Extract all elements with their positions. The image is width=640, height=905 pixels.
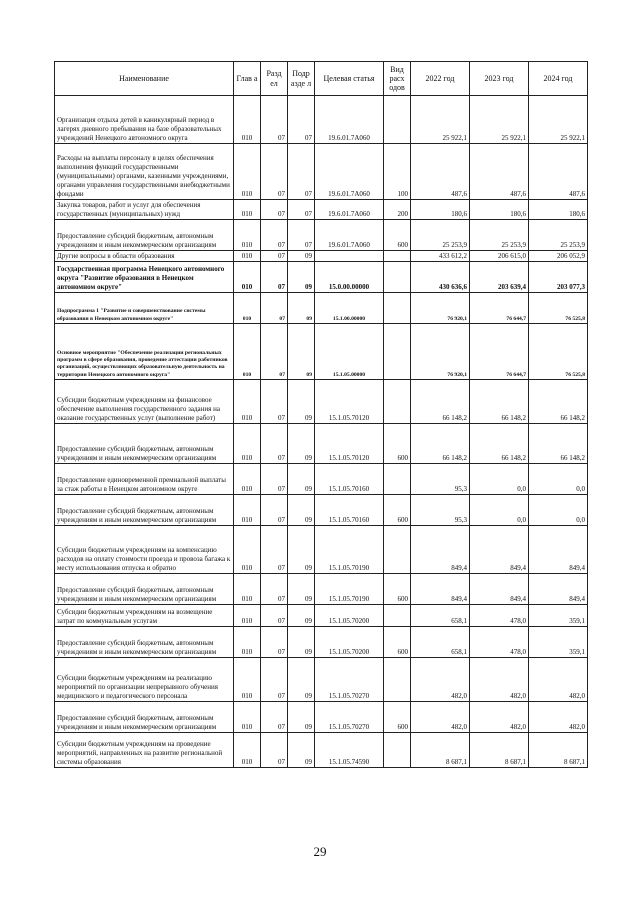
table-row: [55, 574, 588, 605]
row-glava: 010: [234, 380, 261, 424]
row-2023-value: 482,0: [470, 702, 529, 733]
row-target: 15.1.05.70190: [315, 526, 384, 574]
table-row: [55, 424, 588, 464]
table-row: [55, 293, 588, 324]
row-podrazdel: 09: [288, 324, 315, 380]
row-2022-value: 430 636,6: [411, 262, 470, 293]
table-row: [55, 144, 588, 200]
row-2024-value: 25 253,9: [529, 220, 588, 251]
row-vid: [384, 251, 411, 262]
row-name: Субсидии бюджетным учреждениям на компенсацию расходов на оплату стоимости проезда и провоза багажа к месту использования отпуска и обратно: [55, 526, 234, 574]
row-vid: [384, 324, 411, 380]
table-row: [55, 733, 588, 768]
row-2024-value: 359,1: [529, 605, 588, 627]
row-razdel: 07: [261, 702, 288, 733]
col-vid-header: Вид расх одов: [384, 62, 411, 96]
row-name: Субсидии бюджетным учреждениям на финансовое обеспечение выполнения государственного задания на оказание государственных услуг (выполнение работ): [55, 380, 234, 424]
row-glava: 010: [234, 658, 261, 702]
row-podrazdel: 09: [288, 658, 315, 702]
row-vid: [384, 293, 411, 324]
row-2022-value: 76 920,1: [411, 293, 470, 324]
row-podrazdel: 09: [288, 733, 315, 768]
row-name: Субсидии бюджетным учреждениям на реализацию мероприятий по организации непрерывного обучения медицинского и педагогического персонала: [55, 658, 234, 702]
row-glava: 010: [234, 702, 261, 733]
table-row: [55, 96, 588, 144]
col-2023-header: 2023 год: [470, 62, 529, 96]
row-glava: 010: [234, 733, 261, 768]
row-name: Предоставление субсидий бюджетным, автономным учреждениям и иным некоммерческим организациям: [55, 220, 234, 251]
row-target: 19.6.01.7А060: [315, 200, 384, 220]
row-glava: 010: [234, 96, 261, 144]
row-name: Предоставление субсидий бюджетным, автономным учреждениям и иным некоммерческим организациям: [55, 424, 234, 464]
row-2023-value: 203 639,4: [470, 262, 529, 293]
col-target-header: Целевая статья: [315, 62, 384, 96]
row-glava: 010: [234, 574, 261, 605]
row-razdel: 07: [261, 658, 288, 702]
row-name: Предоставление субсидий бюджетным, автономным учреждениям и иным некоммерческим организациям: [55, 574, 234, 605]
row-target: 15.1.05.70160: [315, 464, 384, 495]
row-target: 15.1.05.70270: [315, 658, 384, 702]
row-glava: 010: [234, 495, 261, 526]
row-target: 19.6.01.7А060: [315, 144, 384, 200]
table-row: [55, 526, 588, 574]
row-name: Государственная программа Ненецкого автономного округа "Развитие образования в Ненецком автономном округе": [55, 262, 234, 293]
row-glava: 010: [234, 605, 261, 627]
row-name: Другие вопросы в области образования: [55, 251, 234, 262]
row-podrazdel: 07: [288, 144, 315, 200]
row-glava: 010: [234, 324, 261, 380]
row-2023-value: 25 253,9: [470, 220, 529, 251]
row-target: 15.1.05.70190: [315, 574, 384, 605]
table-body: [55, 96, 588, 768]
row-2024-value: 76 525,8: [529, 324, 588, 380]
row-glava: 010: [234, 220, 261, 251]
row-podrazdel: 09: [288, 574, 315, 605]
row-2022-value: 482,0: [411, 658, 470, 702]
row-vid: [384, 262, 411, 293]
row-2024-value: 66 148,2: [529, 424, 588, 464]
row-podrazdel: 09: [288, 424, 315, 464]
table-row: [55, 262, 588, 293]
row-2024-value: 482,0: [529, 702, 588, 733]
row-podrazdel: 07: [288, 96, 315, 144]
row-2023-value: 206 615,0: [470, 251, 529, 262]
row-name: Подпрограмма 1 "Развитие и совершенствование системы образования в Ненецком автономном округе": [55, 293, 234, 324]
row-target: 15.1.05.70120: [315, 424, 384, 464]
row-vid: [384, 658, 411, 702]
row-target: 15.1.05.70120: [315, 380, 384, 424]
row-name: Закупка товаров, работ и услуг для обеспечения государственных (муниципальных) нужд: [55, 200, 234, 220]
row-target: 15.1.05.70270: [315, 702, 384, 733]
row-2022-value: 95,3: [411, 495, 470, 526]
row-podrazdel: 09: [288, 526, 315, 574]
row-name: Субсидии бюджетным учреждениям на возмещение затрат по коммунальным услугам: [55, 605, 234, 627]
header-row: [55, 62, 588, 96]
row-name: Предоставление единовременной премиальной выплаты за стаж работы в Ненецком автономном округе: [55, 464, 234, 495]
row-vid: [384, 380, 411, 424]
row-target: [315, 251, 384, 262]
row-vid: 100: [384, 144, 411, 200]
row-2023-value: 478,0: [470, 627, 529, 658]
row-podrazdel: 09: [288, 464, 315, 495]
row-2022-value: 849,4: [411, 574, 470, 605]
row-2023-value: 849,4: [470, 574, 529, 605]
row-podrazdel: 09: [288, 380, 315, 424]
row-2022-value: 658,1: [411, 605, 470, 627]
table-row: [55, 380, 588, 424]
table-row: [55, 324, 588, 380]
row-razdel: 07: [261, 464, 288, 495]
row-glava: 010: [234, 464, 261, 495]
row-2024-value: 849,4: [529, 574, 588, 605]
table-row: [55, 495, 588, 526]
row-name: Расходы на выплаты персоналу в целях обеспечения выполнения функций государственными (муниципальными) органами, казенными учреждениями, органами управления государственными внебюджетными фондами: [55, 144, 234, 200]
row-2022-value: 482,0: [411, 702, 470, 733]
row-razdel: 07: [261, 324, 288, 380]
row-vid: [384, 526, 411, 574]
row-2023-value: 25 922,1: [470, 96, 529, 144]
row-target: 15.1.00.00000: [315, 293, 384, 324]
row-2023-value: 66 148,2: [470, 424, 529, 464]
row-podrazdel: 07: [288, 200, 315, 220]
row-razdel: 07: [261, 293, 288, 324]
row-2022-value: 180,6: [411, 200, 470, 220]
row-2024-value: 482,0: [529, 658, 588, 702]
row-vid: [384, 733, 411, 768]
row-razdel: 07: [261, 424, 288, 464]
row-razdel: 07: [261, 380, 288, 424]
row-2022-value: 66 148,2: [411, 424, 470, 464]
row-vid: 600: [384, 424, 411, 464]
row-razdel: 07: [261, 733, 288, 768]
row-podrazdel: 09: [288, 702, 315, 733]
row-2023-value: 180,6: [470, 200, 529, 220]
row-razdel: 07: [261, 495, 288, 526]
row-2022-value: 25 253,9: [411, 220, 470, 251]
row-2022-value: 95,3: [411, 464, 470, 495]
row-glava: 010: [234, 627, 261, 658]
row-vid: 600: [384, 702, 411, 733]
row-target: 15.1.05.74590: [315, 733, 384, 768]
col-2022-header: 2022 год: [411, 62, 470, 96]
row-2023-value: 482,0: [470, 658, 529, 702]
row-vid: [384, 605, 411, 627]
row-razdel: 07: [261, 605, 288, 627]
row-name: Субсидии бюджетным учреждениям на проведение мероприятий, направленных на развитие региональной системы образования: [55, 733, 234, 768]
row-vid: 600: [384, 574, 411, 605]
row-2022-value: 8 687,1: [411, 733, 470, 768]
row-2024-value: 25 922,1: [529, 96, 588, 144]
table-row: [55, 464, 588, 495]
row-razdel: 07: [261, 144, 288, 200]
row-2024-value: 206 052,9: [529, 251, 588, 262]
row-2024-value: 8 687,1: [529, 733, 588, 768]
page-number: 29: [313, 844, 327, 859]
row-2022-value: 433 612,2: [411, 251, 470, 262]
row-2023-value: 66 148,2: [470, 380, 529, 424]
row-target: 19.6.01.7А060: [315, 96, 384, 144]
row-podrazdel: 09: [288, 627, 315, 658]
row-vid: 600: [384, 627, 411, 658]
budget-table: [54, 61, 588, 768]
row-2024-value: 0,0: [529, 464, 588, 495]
row-2022-value: 76 920,1: [411, 324, 470, 380]
row-glava: 010: [234, 144, 261, 200]
row-2024-value: 180,6: [529, 200, 588, 220]
col-glava-header: Глав а: [234, 62, 261, 96]
row-2023-value: 478,0: [470, 605, 529, 627]
col-name-header: Наименование: [55, 62, 234, 96]
row-razdel: 07: [261, 526, 288, 574]
table-row: [55, 605, 588, 627]
row-2022-value: 658,1: [411, 627, 470, 658]
row-podrazdel: 09: [288, 262, 315, 293]
row-vid: [384, 96, 411, 144]
row-2023-value: 849,4: [470, 526, 529, 574]
row-target: 15.1.05.70160: [315, 495, 384, 526]
col-2024-header: 2024 год: [529, 62, 588, 96]
row-2024-value: 76 525,8: [529, 293, 588, 324]
row-2022-value: 487,6: [411, 144, 470, 200]
row-2023-value: 0,0: [470, 495, 529, 526]
row-glava: 010: [234, 293, 261, 324]
row-2023-value: 76 644,7: [470, 324, 529, 380]
row-razdel: 07: [261, 627, 288, 658]
row-target: 15.0.00.00000: [315, 262, 384, 293]
row-glava: 010: [234, 526, 261, 574]
row-2024-value: 0,0: [529, 495, 588, 526]
row-glava: 010: [234, 424, 261, 464]
row-razdel: 07: [261, 262, 288, 293]
row-name: Предоставление субсидий бюджетным, автономным учреждениям и иным некоммерческим организациям: [55, 702, 234, 733]
row-podrazdel: 09: [288, 251, 315, 262]
row-name: Организация отдыха детей в каникулярный период в лагерях дневного пребывания на базе образовательных учреждений Ненецкого автономного округа: [55, 96, 234, 144]
row-razdel: 07: [261, 574, 288, 605]
row-glava: 010: [234, 200, 261, 220]
row-2022-value: 849,4: [411, 526, 470, 574]
row-vid: [384, 464, 411, 495]
table-row: [55, 251, 588, 262]
row-target: 15.1.05.70200: [315, 627, 384, 658]
row-2023-value: 487,6: [470, 144, 529, 200]
row-2024-value: 203 077,3: [529, 262, 588, 293]
row-2022-value: 25 922,1: [411, 96, 470, 144]
row-2022-value: 66 148,2: [411, 380, 470, 424]
col-podrazdel-header: Подр азде л: [288, 62, 315, 96]
row-name: Основное мероприятие "Обеспечение реализации региональных программ в сфере образования, проведение аттестации работников организаций, осуществляющих образовательную деятельность на территории Ненецкого автономного округа": [55, 324, 234, 380]
col-razdel-header: Разд ел: [261, 62, 288, 96]
row-vid: 600: [384, 220, 411, 251]
row-vid: 200: [384, 200, 411, 220]
row-razdel: 07: [261, 96, 288, 144]
row-razdel: 07: [261, 200, 288, 220]
row-2023-value: 0,0: [470, 464, 529, 495]
row-2024-value: 66 148,2: [529, 380, 588, 424]
row-2024-value: 849,4: [529, 526, 588, 574]
row-podrazdel: 09: [288, 293, 315, 324]
row-2024-value: 487,6: [529, 144, 588, 200]
row-podrazdel: 07: [288, 220, 315, 251]
row-name: Предоставление субсидий бюджетным, автономным учреждениям и иным некоммерческим организациям: [55, 495, 234, 526]
table-row: [55, 220, 588, 251]
table-row: [55, 702, 588, 733]
row-podrazdel: 09: [288, 495, 315, 526]
table-row: [55, 658, 588, 702]
row-target: 19.6.01.7А060: [315, 220, 384, 251]
row-target: 15.1.05.70200: [315, 605, 384, 627]
row-glava: 010: [234, 251, 261, 262]
row-glava: 010: [234, 262, 261, 293]
table-row: [55, 627, 588, 658]
row-2023-value: 8 687,1: [470, 733, 529, 768]
table-row: [55, 200, 588, 220]
row-2023-value: 76 644,7: [470, 293, 529, 324]
row-2024-value: 359,1: [529, 627, 588, 658]
row-razdel: 07: [261, 251, 288, 262]
row-razdel: 07: [261, 220, 288, 251]
row-target: 15.1.05.00000: [315, 324, 384, 380]
row-podrazdel: 09: [288, 605, 315, 627]
row-name: Предоставление субсидий бюджетным, автономным учреждениям и иным некоммерческим организациям: [55, 627, 234, 658]
row-vid: 600: [384, 495, 411, 526]
